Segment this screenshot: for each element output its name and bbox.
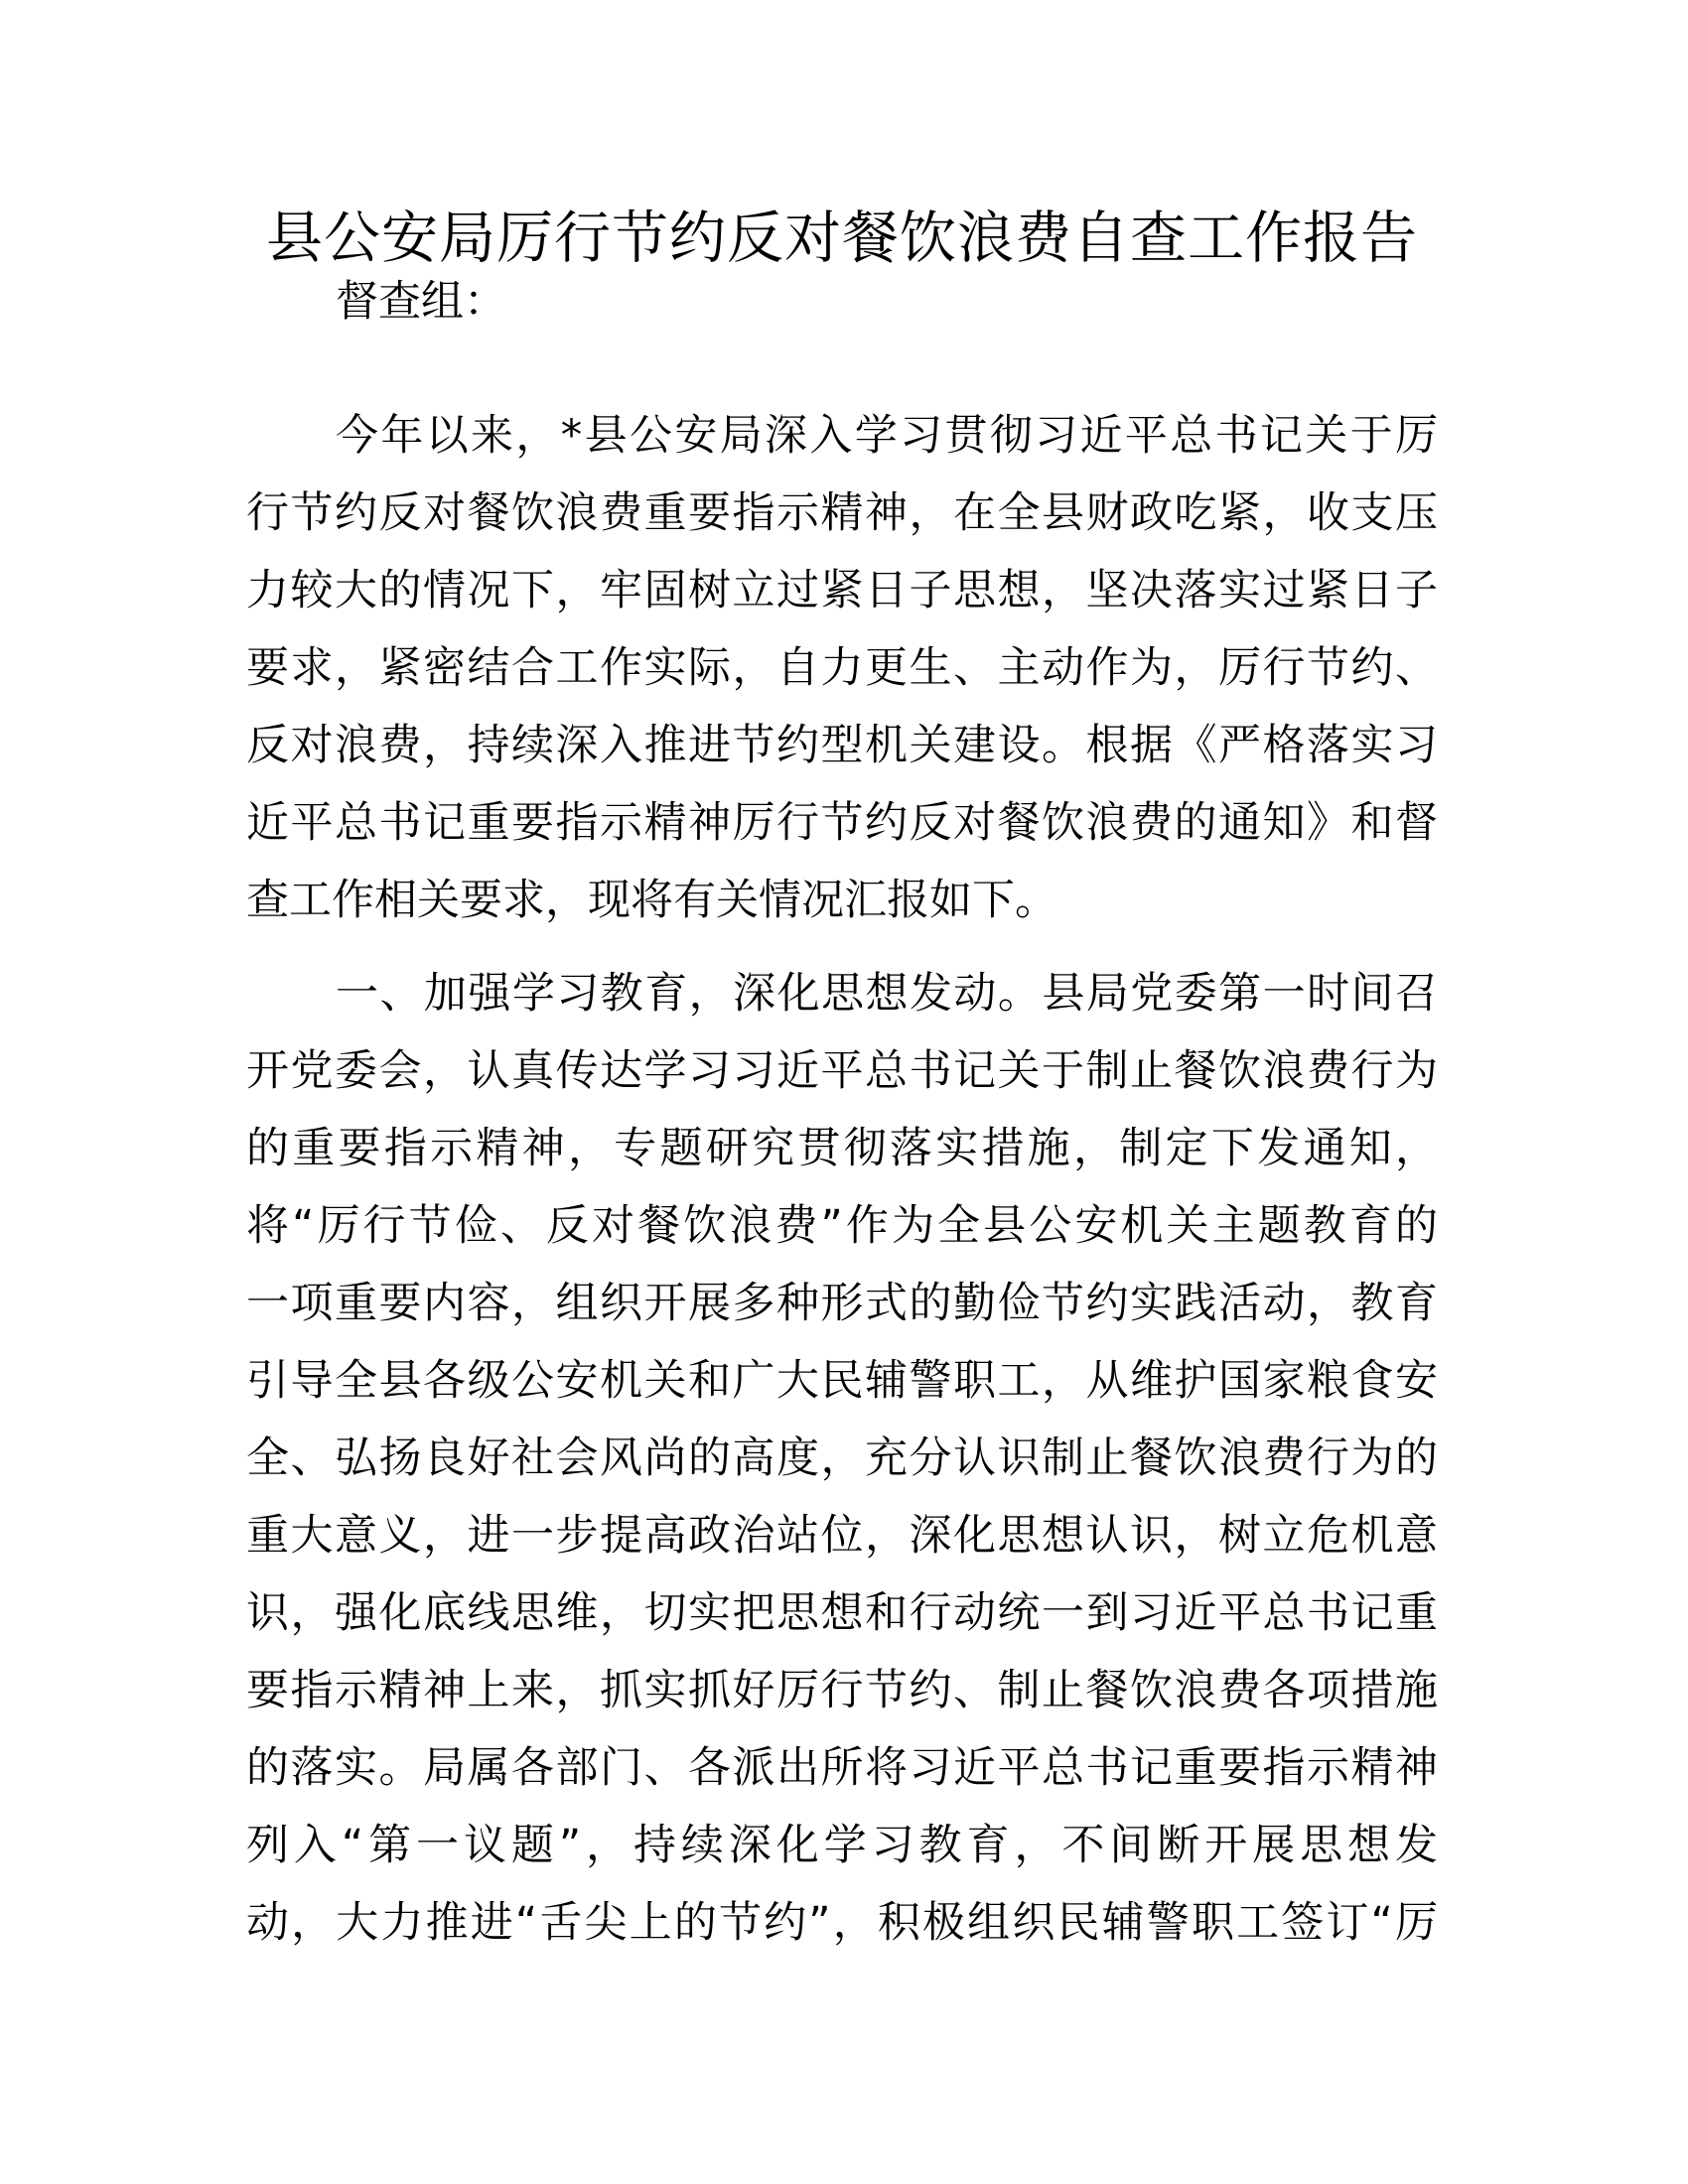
paragraph-line: 反对浪费，持续深入推进节约型机关建设。根据《严格落实习 — [246, 721, 1438, 770]
paragraph-line: 识，强化底线思维，切实把思想和行动统一到习近平总书记重 — [246, 1588, 1438, 1638]
paragraph-line: 要指示精神上来，抓实抓好厉行节约、制止餐饮浪费各项措施 — [246, 1666, 1438, 1715]
paragraph-intro — [246, 397, 1438, 939]
paragraph-line: 的落实。局属各部门、各派出所将习近平总书记重要指示精神 — [246, 1743, 1438, 1793]
paragraph-line: 将“厉行节俭、反对餐饮浪费”作为全县公安机关主题教育的 — [246, 1201, 1438, 1251]
paragraph-line: 全、弘扬良好社会风尚的高度，充分认识制止餐饮浪费行为的 — [246, 1433, 1438, 1483]
paragraph-line: 动，大力推进“舌尖上的节约”，积极组织民辅警职工签订“厉 — [246, 1898, 1438, 1948]
paragraph-line: 行节约反对餐饮浪费重要指示精神，在全县财政吃紧，收支压 — [246, 488, 1438, 538]
document-page — [246, 0, 1438, 2184]
salutation: 督查组： — [336, 277, 506, 327]
paragraph-line: 的重要指示精神，专题研究贯彻落实措施，制定下发通知， — [246, 1124, 1438, 1173]
paragraph-line: 一项重要内容，组织开展多种形式的勤俭节约实践活动，教育 — [246, 1279, 1438, 1328]
paragraph-line: 要求，紧密结合工作实际，自力更生、主动作为，厉行节约、 — [246, 643, 1438, 693]
paragraph-line: 开党委会，认真传达学习习近平总书记关于制止餐饮浪费行为 — [246, 1046, 1438, 1096]
paragraph-line: 查工作相关要求，现将有关情况汇报如下。 — [246, 876, 1057, 925]
paragraph-line: 一、加强学习教育，深化思想发动。县局党委第一时间召 — [336, 969, 1438, 1019]
paragraph-line: 列入“第一议题”，持续深化学习教育，不间断开展思想发 — [246, 1821, 1438, 1870]
paragraph-line: 力较大的情况下，牢固树立过紧日子思想，坚决落实过紧日子 — [246, 566, 1438, 615]
paragraph-line: 近平总书记重要指示精神厉行节约反对餐饮浪费的通知》和督 — [246, 798, 1438, 848]
paragraph-section-one — [246, 955, 1438, 1962]
paragraph-line: 今年以来，*县公安局深入学习贯彻习近平总书记关于厉 — [336, 411, 1438, 461]
document-title: 县公安局厉行节约反对餐饮浪费自查工作报告 — [266, 205, 1418, 271]
paragraph-line: 引导全县各级公安机关和广大民辅警职工，从维护国家粮食安 — [246, 1356, 1438, 1406]
paragraph-line: 重大意义，进一步提高政治站位，深化思想认识，树立危机意 — [246, 1511, 1438, 1561]
